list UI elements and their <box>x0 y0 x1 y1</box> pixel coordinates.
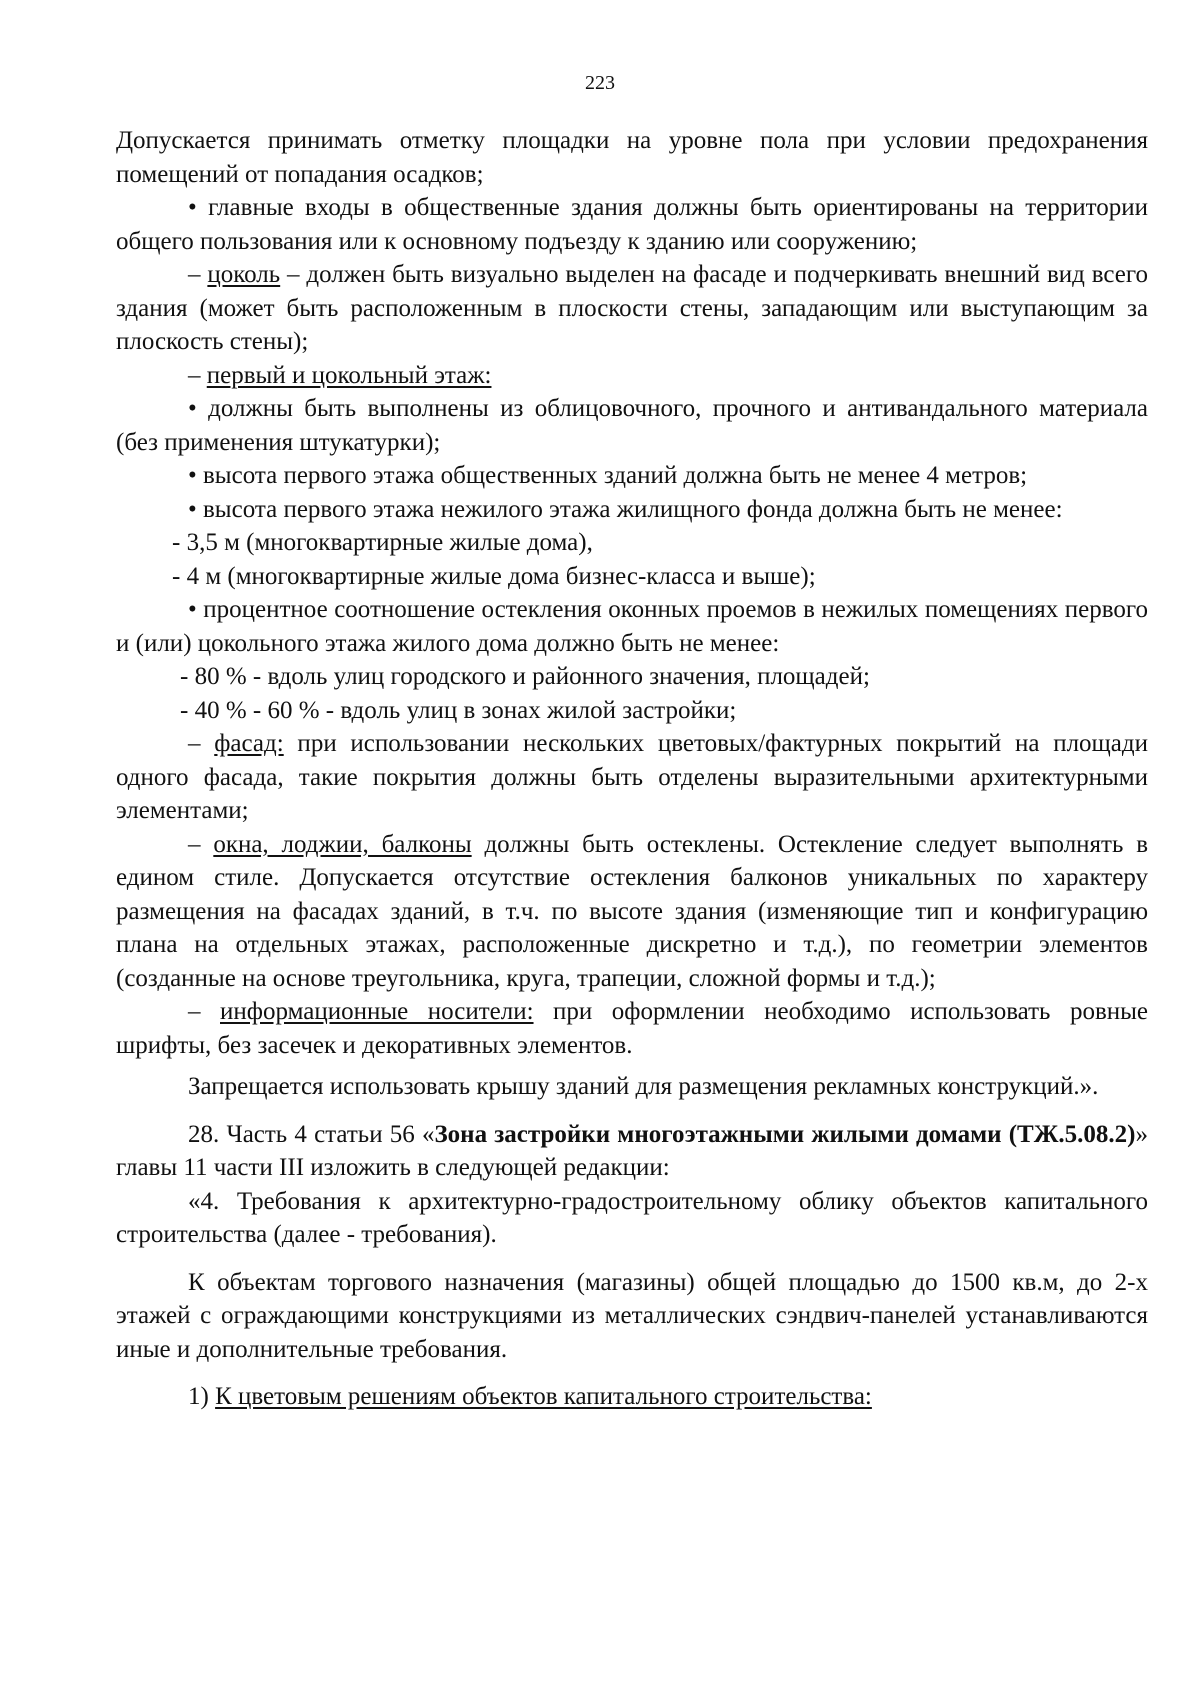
dash: – <box>188 730 215 757</box>
numbered-heading <box>116 1380 1148 1414</box>
item-text: при использовании нескольких цветовых/фактурных покрытий на площади одного фасада, такие покрытия должны быть отделены выразительными архитектурными элементами; <box>116 730 1148 824</box>
item-text: должны быть остеклены. Остекление следует выполнять в едином стиле. Допускается отсутствие остекления балконов уникальных по характеру размещения на фасадах зданий, в т.ч. по высоте здания (изменяющие тип и конфигурацию плана на отдельных этажах, расположенные дискретно и т.д.), по геометрии элементов (созданные на основе треугольника, круга, трапеции, сложной формы и т.д.); <box>116 830 1148 992</box>
amendment-intro: 28. Часть 4 статьи 56 « <box>188 1120 435 1148</box>
sub-item: - 3,5 м (многоквартирные жилые дома), <box>172 529 593 556</box>
dash-item-socle <box>116 258 1148 359</box>
paragraph: К объектам торгового назначения (магазины) общей площадью до 1500 кв.м, до 2-х этажей с ограждающими конструкциями из металлических сэндвич-панелей устанавливаются иные и дополнительные требования. <box>116 1268 1148 1363</box>
dash: – <box>188 998 220 1025</box>
paragraph: Допускается принимать отметку площадки на уровне пола при условии предохранения помещений от попадания осадков; <box>116 127 1148 188</box>
item-text: – должен быть визуально выделен на фасаде и подчеркивать внешний вид всего здания (может быть расположенным в плоскости стены, западающим или выступающим за плоскость стены); <box>116 261 1148 355</box>
amendment-paragraph <box>116 1118 1148 1185</box>
bullet-item: • должны быть выполнены из облицовочного, прочного и антивандального материала (без применения штукатурки); <box>116 395 1148 456</box>
requirements-heading: «4. Требования к архитектурно-градостроительному облику объектов капитального строительства (далее - требования). <box>116 1187 1148 1248</box>
document-body <box>116 124 1148 1414</box>
dash-item-windows <box>116 828 1148 996</box>
bullet-item: • главные входы в общественные здания должны быть ориентированы на территории общего пользования или к основному подъезду к зданию или сооружению; <box>116 194 1148 255</box>
item-text: при оформлении необходимо использовать ровные шрифты, без засечек и декоративных элементов. <box>116 998 1149 1059</box>
bullet-item: • процентное соотношение остекления оконных проемов в нежилых помещениях первого и (или) цокольного этажа жилого дома должно быть не менее: <box>116 596 1148 657</box>
sub-item: - 40 % - 60 % - вдоль улиц в зонах жилой застройки; <box>180 696 737 724</box>
dash: – <box>188 261 208 288</box>
dash: – <box>188 361 207 389</box>
bullet-item: • высота первого этажа общественных зданий должна быть не менее 4 метров; <box>188 462 1028 489</box>
dash: – <box>188 830 214 858</box>
heading-text: К цветовым решениям объектов капитального строительства: <box>215 1383 872 1410</box>
paragraph: Запрещается использовать крышу зданий для размещения рекламных конструкций.». <box>188 1073 1099 1100</box>
zone-title: Зона застройки многоэтажными жилыми домами (ТЖ.5.08.2) <box>434 1120 1136 1148</box>
sub-item: - 4 м (многоквартирные жилые дома бизнес-класса и выше); <box>172 562 816 590</box>
bullet-item: • высота первого этажа нежилого этажа жилищного фонда должна быть не менее: <box>188 495 1063 523</box>
page-number: 223 <box>585 72 615 94</box>
sub-item: - 80 % - вдоль улиц городского и районного значения, площадей; <box>180 663 870 690</box>
underlined-term: окна, лоджии, балконы <box>213 830 472 858</box>
underlined-term: цоколь <box>207 261 281 288</box>
heading-number: 1) <box>188 1383 216 1410</box>
dash-item-signage <box>116 995 1148 1062</box>
underlined-term: фасад: <box>214 730 284 757</box>
dash-item-first-floor <box>116 359 1148 393</box>
underlined-term: первый и цокольный этаж: <box>206 361 492 389</box>
amendment-tail: » главы 11 части III изложить в следующей редакции: <box>116 1120 1148 1181</box>
underlined-term: информационные носители: <box>220 998 534 1025</box>
dash-item-facade <box>116 727 1148 828</box>
